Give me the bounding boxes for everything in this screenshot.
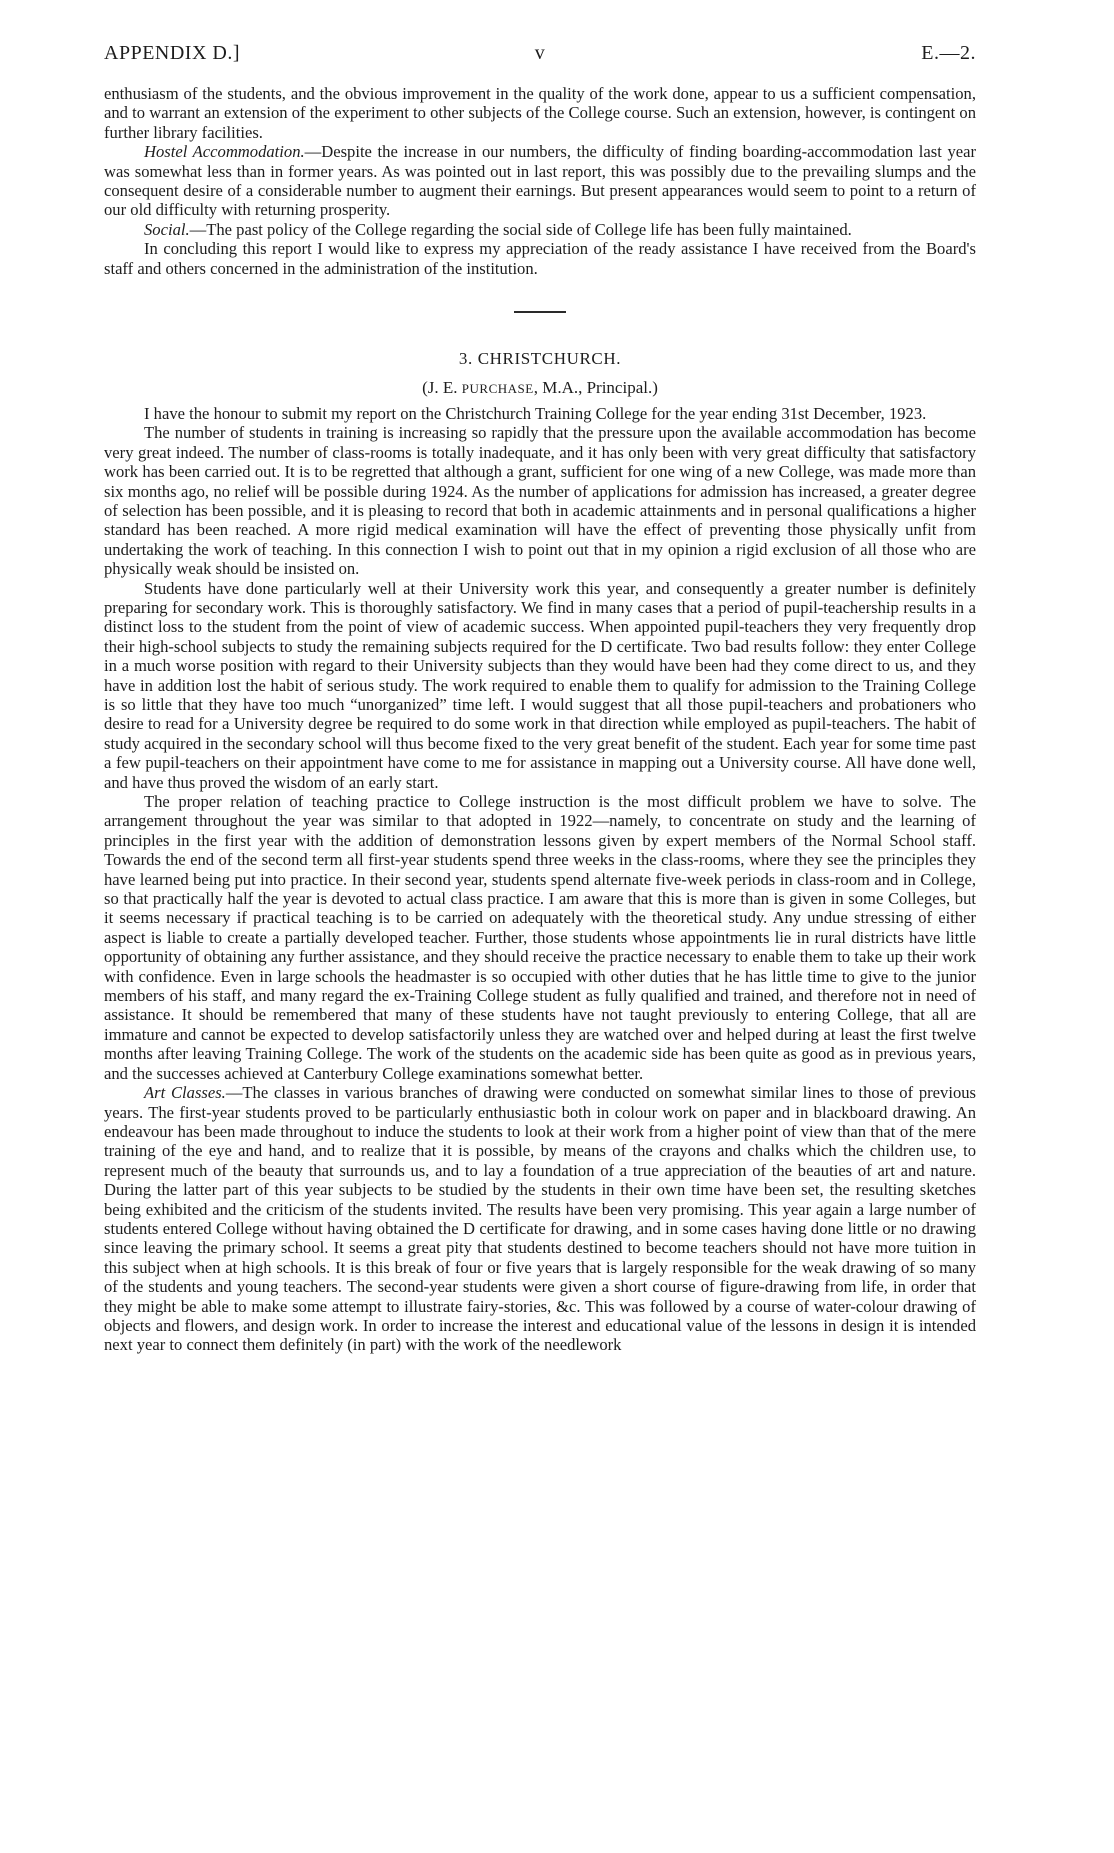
byline-rest: , M.A., Principal.) xyxy=(533,378,658,398)
report-paragraph-2: The number of students in training is increasing so rapidly that the pressure upon the available accommodation has become very great indeed. The number of class-rooms is totally inadequate, and it has only been with very great difficulty that satisfactory work has been carried out. It is to be regretted that although a grant, sufficient for one wing of a new College, was made more than six months ago, no relief will be possible during 1924. As the number of applications for admission has increased, a greater degree of selection has been possible, and it is pleasing to record that both in academic attainments and in personal qualifications a higher standard has been reached. A more rigid medical examination will have the effect of preventing those physically unfit from undertaking the work of teaching. In this connection I wish to point out that in my opinion a rigid exclusion of all those who are physically weak should be insisted on. xyxy=(104,423,976,579)
section-title: 3. CHRISTCHURCH. xyxy=(458,349,622,369)
report-paragraph-3: Students have done particularly well at their University work this year, and consequently a greater number is definitely preparing for secondary work. This is thoroughly satisfactory. We find in many cases that a period of pupil-teachership results in a distinct loss to the student from the point of view of academic success. When appointed pupil-teachers they very frequently drop their high-school subjects to study the remaining subjects required for the D certificate. Two bad results follow: they enter College in a much worse position with regard to their University subjects than they would have been had they come direct to us, and they have in addition lost the habit of serious study. The work required to enable them to qualify for admission to the Training College is so little that they have too much “unorganized” time left. I would suggest that all those pupil-teachers and probationers who desire to read for a University degree be required to do some work in that direction while employed as pupil-teachers. The habit of study acquired in the secondary school will thus become fixed to the very great benefit of the student. Each year for some time past a few pupil-teachers on their appointment have come to me for assistance in mapping out a University course. All have done well, and have thus proved the wisdom of an early start. xyxy=(104,578,976,792)
header-page-number: v xyxy=(534,42,546,64)
header-appendix: APPENDIX D.] xyxy=(104,42,240,64)
art-heading: Art Classes. xyxy=(144,1083,226,1103)
header-document-code: E.—2. xyxy=(921,42,976,64)
social-heading: Social. xyxy=(144,219,190,239)
report-paragraph-4: The proper relation of teaching practice to College instruction is the most difficult problem we have to solve. The arrangement throughout the year was similar to that adopted in 1922—namely, to concentrate on study and the learning of principles in the first year with the addition of demonstration lessons given by expert members of the Normal School staff. Towards the end of the second term all first-year students spend three weeks in the class-rooms, where they see the principles they have learned being put into practice. In their second year, students spend alternate five-week periods in class-room and in College, so that practically half the year is devoted to actual class practice. I am aware that this is more than is given in some Colleges, but it seems necessary if practical teaching is to be carried on adequately with the theoretical study. Any undue stressing of either aspect is liable to create a partially developed teacher. Further, those students whose appointments lie in rural districts have little opportunity of obtaining any further assistance, and they should receive the practice necessary to enable them to take up their work with confidence. Even in large schools the headmaster is so occupied with other duties that he has little time to give to the junior members of his staff, and many regard the ex-Training College student as fully qualified and trained, and therefore not in need of assistance. It should be remembered that many of these students have not taught previously to entering College, that all are immature and cannot be expected to develop satisfactorily unless they are watched over and helped during at least the first twelve months after leaving Training College. The work of the students on the academic side has been quite as good as in previous years, and the successes achieved at Canterbury College examinations somewhat better. xyxy=(104,792,976,1083)
byline-open: (J. E. xyxy=(422,378,462,398)
report-paragraph-1: I have the honour to submit my report on the Christchurch Training College for the year ending 31st December, 1923. xyxy=(144,403,927,423)
section-divider xyxy=(514,311,566,313)
page-header xyxy=(104,44,976,84)
continued-paragraph: enthusiasm of the students, and the obvious improvement in the quality of the work done, appear to us a sufficient compensation, and to warrant an extension of the experiment to other subjects of the College course. Such an extension, however, is contingent on further library facilities. xyxy=(104,84,976,142)
social-paragraph xyxy=(104,220,976,239)
byline-name: PURCHASE xyxy=(461,381,534,397)
hostel-paragraph xyxy=(104,142,976,220)
hostel-text: —Despite the increase in our numbers, the difficulty of finding boarding-accommodation last year was somewhat less than in former years. As was pointed out in last report, this was possibly due to the prevailing slumps and the consequent desire of a considerable number to augment their earnings. But present appearances would seem to point to a return of our old difficulty with returning prosperity. xyxy=(104,142,976,220)
art-classes-paragraph xyxy=(104,1083,976,1355)
art-text: —The classes in various branches of drawing were conducted on somewhat similar lines to those of previous years. The first-year students proved to be particularly enthusiastic both in colour work on paper and in blackboard drawing. An endeavour has been made throughout to induce the students to look at their work from a higher point of view than that of the mere training of the eye and hand, and to realize that it is possible, by means of the crayons and chalks which the children use, to represent much of the beauty that surrounds us, and to lay a foundation of a true appreciation of the beauties of art and nature. During the latter part of this year subjects to be studied by the students in their own time have been set, the resulting sketches being exhibited and the criticism of the students invited. The results have been very promising. This year again a large number of students entered College without having obtained the D certificate for drawing, and in some cases having done little or no drawing since leaving the primary school. It seems a great pity that students destined to become teachers should not have more tuition in this subject when at high schools. It is this break of four or five years that is largely responsible for the weak drawing of so many of the students and young teachers. The second-year students were given a short course of figure-drawing from life, in order that they might be able to make some attempt to illustrate fairy-stories, &c. This was followed by a course of water-colour drawing of objects and flowers, and design work. In order to increase the interest and educational value of the lessons in design it is intended next year to connect them definitely (in part) with the work of the needlework xyxy=(104,1083,976,1355)
hostel-heading: Hostel Accommodation. xyxy=(144,142,305,162)
social-text: —The past policy of the College regarding the social side of College life has been fully maintained. xyxy=(189,219,852,239)
section-byline xyxy=(104,378,976,398)
concluding-paragraph: In concluding this report I would like to express my appreciation of the ready assistance I have received from the Board's staff and others concerned in the administration of the institution. xyxy=(104,239,976,278)
